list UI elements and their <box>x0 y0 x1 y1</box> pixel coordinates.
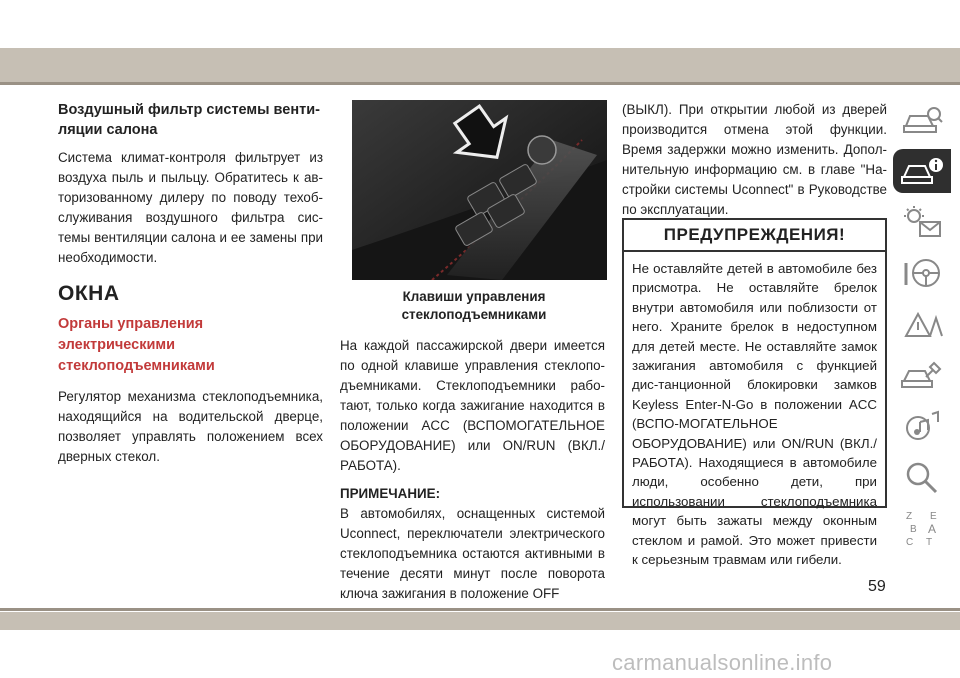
column-middle <box>340 336 605 612</box>
note-title: ПРИМЕЧАНИЕ: <box>340 486 441 501</box>
header-band <box>0 48 960 82</box>
index-letters-icon <box>900 508 944 548</box>
door-panel-illustration <box>352 100 607 280</box>
index-letter-t: T <box>926 537 933 548</box>
warning-title: ПРЕДУПРЕЖДЕНИЯ! <box>624 220 885 252</box>
magnifier-icon <box>900 459 944 495</box>
tab-warning[interactable] <box>893 302 951 346</box>
tab-steering[interactable] <box>893 251 951 295</box>
column-right <box>622 100 887 228</box>
power-windows-heading: Органы управления электрическими стеклоподъемниками <box>58 316 215 374</box>
tab-car-tools[interactable] <box>893 353 951 397</box>
steering-wheel-icon <box>900 255 944 291</box>
index-letter-e: E <box>930 511 937 522</box>
column-left <box>58 100 323 475</box>
warning-text: Не оставляйте детей в автомобиле без присмотра. Не оставляйте брелок внутри автомобиля или поблизости от него. Храните брелок в недоступном для детей месте. Не оставляйте замок зажигания автомобиля с функцией дис-танционной блокировки замков Keyless Enter-N-Go в положении ACC (ВСПО-МОГАТЕЛЬНОЕ ОБОРУДОВАНИЕ) или ON/RUN (ВКЛ./РАБОТА). Находящиеся в автомобиле люди, особенно дети, при использовании стеклоподъемника могут быть зажаты между оконным стеклом и рамой. Это может привести к серьезным травмам или гибели. <box>632 261 877 568</box>
multimedia-icon <box>900 408 944 444</box>
page-number: 59 <box>868 578 886 595</box>
light-message-icon <box>900 204 944 240</box>
car-tools-icon <box>900 357 944 393</box>
chapter-tabs <box>893 98 955 557</box>
tab-multimedia[interactable] <box>893 404 951 448</box>
car-search-icon <box>900 102 944 138</box>
footer-band <box>0 612 960 630</box>
photo-caption: Клавиши управления стеклоподъемниками <box>401 289 547 322</box>
header-band-line <box>0 82 960 85</box>
continuation-text: (ВЫКЛ). При открытии любой из дверей производится отмена этой функции. Время задержки можно изменить. Допол-нительную информацию см. в главе "На-стройки системы Uconnect" в Руководстве по эксплуатации. <box>622 102 887 217</box>
watermark: carmanualsonline.info <box>612 650 833 675</box>
tab-index[interactable] <box>893 506 951 550</box>
tab-lights-messages[interactable] <box>893 200 951 244</box>
tab-search[interactable] <box>893 455 951 499</box>
tab-car-search[interactable] <box>893 98 951 142</box>
warning-road-icon <box>900 306 944 342</box>
cabin-filter-text: Система климат-контроля фильтрует из воздуха пыль и пыльцу. Обратитесь к ав-торизованному дилеру по поводу техоб-служивания воздушного фильтра сис-темы вентиляции салона и ее замены при необходимости. <box>58 150 323 265</box>
warning-box <box>622 218 887 568</box>
car-info-icon <box>900 153 944 189</box>
cabin-filter-heading: Воздушный фильтр системы венти-ляции салона <box>58 102 320 138</box>
window-switches-photo <box>352 100 607 280</box>
tab-car-info[interactable] <box>893 149 951 193</box>
index-letter-b: B <box>910 524 917 535</box>
note-text: В автомобилях, оснащенных системой Uconnect, переключатели электрического стеклоподъемника остаются активными в течение десяти минут после поворота ключа зажигания в положение OFF <box>340 506 605 601</box>
index-letter-c: C <box>906 537 914 548</box>
section-title: ОКНА <box>58 282 120 305</box>
index-letter-z: Z <box>906 511 913 522</box>
passenger-switch-text: На каждой пассажирской двери имеется по одной клавише управления стеклопо-дъемниками. Стеклоподъемники рабо-тают, только когда зажигание находится в положении ACC (ВСПОМОГАТЕЛЬНОЕ ОБОРУДОВАНИЕ) или ON/RUN (ВКЛ./РАБОТА). <box>340 338 605 473</box>
index-letter-a: A <box>928 522 937 536</box>
top-margin <box>0 0 960 48</box>
power-windows-text: Регулятор механизма стеклоподъемника, находящийся на водительской дверце, позволяет управлять положением всех дверных стекол. <box>58 389 323 464</box>
